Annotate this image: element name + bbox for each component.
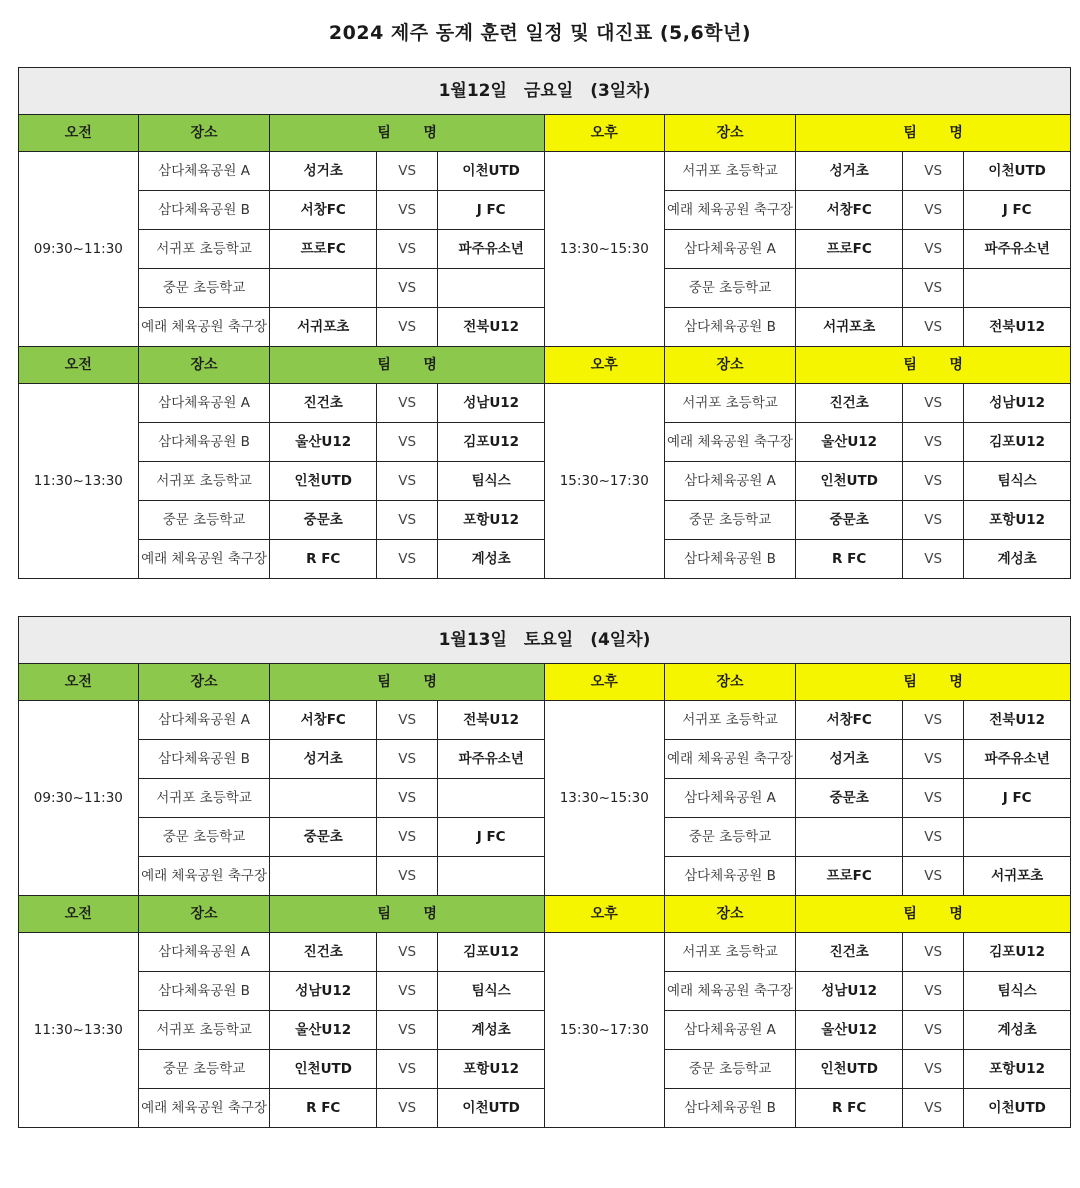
match-row xyxy=(19,933,1071,972)
vs-label: VS xyxy=(902,308,963,347)
pm-team-header xyxy=(796,115,1071,152)
column-header-row xyxy=(19,115,1071,152)
away-team-cell: 성남U12 xyxy=(964,384,1071,423)
day-title-row xyxy=(19,68,1071,115)
away-team-cell: 김포U12 xyxy=(438,423,545,462)
venue-cell: 예래 체육공원 축구장 xyxy=(664,972,796,1011)
away-team-cell: J FC xyxy=(964,779,1071,818)
am-team-header xyxy=(270,347,545,384)
home-team-cell: 인천UTD xyxy=(270,1050,377,1089)
away-team-cell: 성남U12 xyxy=(438,384,545,423)
home-team-cell: 진건초 xyxy=(270,384,377,423)
vs-label: VS xyxy=(377,230,438,269)
vs-label: VS xyxy=(902,779,963,818)
away-team-cell: 이천UTD xyxy=(438,1089,545,1128)
venue-cell: 중문 초등학교 xyxy=(664,501,796,540)
home-team-cell xyxy=(796,818,903,857)
home-team-cell: 성거초 xyxy=(796,152,903,191)
away-team-cell: 포항U12 xyxy=(964,1050,1071,1089)
vs-label: VS xyxy=(377,972,438,1011)
venue-cell: 중문 초등학교 xyxy=(664,818,796,857)
pm-time-slot: 15:30~17:30 xyxy=(544,384,664,579)
vs-label: VS xyxy=(377,423,438,462)
away-team-cell: J FC xyxy=(438,818,545,857)
venue-cell: 삼다체육공원 A xyxy=(664,1011,796,1050)
pm-time-header: 오후 xyxy=(544,347,664,384)
vs-label: VS xyxy=(377,501,438,540)
away-team-cell: 팀식스 xyxy=(964,972,1071,1011)
team-header-char: 명 xyxy=(949,673,963,690)
venue-cell: 삼다체육공원 A xyxy=(138,384,270,423)
vs-label: VS xyxy=(902,740,963,779)
am-time-header: 오전 xyxy=(19,115,139,152)
day-schedule-table xyxy=(18,67,1071,579)
away-team-cell xyxy=(964,818,1071,857)
pm-venue-header: 장소 xyxy=(664,115,796,152)
pm-venue-header: 장소 xyxy=(664,896,796,933)
home-team-cell: 울산U12 xyxy=(796,423,903,462)
home-team-cell: 서귀포초 xyxy=(270,308,377,347)
vs-label: VS xyxy=(902,423,963,462)
vs-label: VS xyxy=(377,191,438,230)
venue-cell: 중문 초등학교 xyxy=(138,269,270,308)
vs-label: VS xyxy=(377,933,438,972)
match-row xyxy=(19,701,1071,740)
match-row xyxy=(19,152,1071,191)
vs-label: VS xyxy=(902,191,963,230)
home-team-cell: 중문초 xyxy=(270,818,377,857)
home-team-cell: 인천UTD xyxy=(796,1050,903,1089)
venue-cell: 삼다체육공원 B xyxy=(664,1089,796,1128)
away-team-cell: J FC xyxy=(438,191,545,230)
team-header-char: 명 xyxy=(423,356,437,373)
home-team-cell: 중문초 xyxy=(796,501,903,540)
vs-label: VS xyxy=(377,540,438,579)
away-team-cell xyxy=(964,269,1071,308)
away-team-cell: 이천UTD xyxy=(964,1089,1071,1128)
away-team-cell xyxy=(438,779,545,818)
pm-time-slot: 13:30~15:30 xyxy=(544,152,664,347)
am-venue-header: 장소 xyxy=(138,896,270,933)
home-team-cell xyxy=(270,779,377,818)
venue-cell: 예래 체육공원 축구장 xyxy=(664,740,796,779)
am-time-header: 오전 xyxy=(19,347,139,384)
vs-label: VS xyxy=(902,1011,963,1050)
away-team-cell: 포항U12 xyxy=(964,501,1071,540)
vs-label: VS xyxy=(377,857,438,896)
vs-label: VS xyxy=(902,269,963,308)
home-team-cell: 프로FC xyxy=(796,857,903,896)
pm-venue-header: 장소 xyxy=(664,347,796,384)
home-team-cell: 중문초 xyxy=(270,501,377,540)
venue-cell: 중문 초등학교 xyxy=(664,1050,796,1089)
am-time-slot: 11:30~13:30 xyxy=(19,384,139,579)
team-header-char: 명 xyxy=(949,124,963,141)
team-header-char: 명 xyxy=(949,905,963,922)
am-time-slot: 09:30~11:30 xyxy=(19,701,139,896)
venue-cell: 삼다체육공원 A xyxy=(138,152,270,191)
away-team-cell: 김포U12 xyxy=(438,933,545,972)
venue-cell: 중문 초등학교 xyxy=(664,269,796,308)
vs-label: VS xyxy=(902,152,963,191)
home-team-cell: 중문초 xyxy=(796,779,903,818)
venue-cell: 중문 초등학교 xyxy=(138,1050,270,1089)
venue-cell: 예래 체육공원 축구장 xyxy=(664,423,796,462)
home-team-cell xyxy=(270,269,377,308)
venue-cell: 중문 초등학교 xyxy=(138,501,270,540)
venue-cell: 삼다체육공원 A xyxy=(664,230,796,269)
column-header-row xyxy=(19,664,1071,701)
team-header-char: 팀 xyxy=(903,673,917,690)
home-team-cell: 서창FC xyxy=(270,191,377,230)
venue-cell: 삼다체육공원 A xyxy=(664,779,796,818)
pm-time-slot: 13:30~15:30 xyxy=(544,701,664,896)
venue-cell: 서귀포 초등학교 xyxy=(664,152,796,191)
vs-label: VS xyxy=(377,701,438,740)
venue-cell: 서귀포 초등학교 xyxy=(664,384,796,423)
vs-label: VS xyxy=(902,501,963,540)
home-team-cell: 성거초 xyxy=(796,740,903,779)
vs-label: VS xyxy=(902,972,963,1011)
away-team-cell: 전북U12 xyxy=(964,701,1071,740)
team-header-char: 팀 xyxy=(377,356,391,373)
vs-label: VS xyxy=(377,1089,438,1128)
home-team-cell xyxy=(270,857,377,896)
team-header-char: 팀 xyxy=(377,673,391,690)
home-team-cell: 성남U12 xyxy=(796,972,903,1011)
venue-cell: 삼다체육공원 B xyxy=(664,540,796,579)
away-team-cell: 계성초 xyxy=(964,1011,1071,1050)
team-header-char: 명 xyxy=(949,356,963,373)
page-title: 2024 제주 동계 훈련 일정 및 대진표 (5,6학년) xyxy=(328,22,752,44)
home-team-cell: 서귀포초 xyxy=(796,308,903,347)
team-header-char: 팀 xyxy=(377,124,391,141)
vs-label: VS xyxy=(902,384,963,423)
day-title: 1월12일 금요일 (3일차) xyxy=(19,68,1071,115)
away-team-cell: 팀식스 xyxy=(964,462,1071,501)
home-team-cell: R FC xyxy=(796,540,903,579)
away-team-cell: 계성초 xyxy=(438,1011,545,1050)
away-team-cell: 전북U12 xyxy=(438,308,545,347)
away-team-cell: 포항U12 xyxy=(438,501,545,540)
home-team-cell: 성거초 xyxy=(270,740,377,779)
venue-cell: 삼다체육공원 A xyxy=(138,701,270,740)
away-team-cell: 이천UTD xyxy=(964,152,1071,191)
away-team-cell: 계성초 xyxy=(438,540,545,579)
venue-cell: 중문 초등학교 xyxy=(138,818,270,857)
home-team-cell: 진건초 xyxy=(270,933,377,972)
home-team-cell: 프로FC xyxy=(796,230,903,269)
vs-label: VS xyxy=(377,269,438,308)
away-team-cell: 전북U12 xyxy=(964,308,1071,347)
venue-cell: 삼다체육공원 B xyxy=(138,423,270,462)
away-team-cell: 계성초 xyxy=(964,540,1071,579)
vs-label: VS xyxy=(902,462,963,501)
day-title-row xyxy=(19,617,1071,664)
away-team-cell xyxy=(438,269,545,308)
venue-cell: 삼다체육공원 B xyxy=(664,857,796,896)
away-team-cell: 서귀포초 xyxy=(964,857,1071,896)
away-team-cell: 파주유소년 xyxy=(438,230,545,269)
pm-team-header xyxy=(796,896,1071,933)
venue-cell: 삼다체육공원 B xyxy=(138,191,270,230)
vs-label: VS xyxy=(377,308,438,347)
vs-label: VS xyxy=(902,818,963,857)
home-team-cell: R FC xyxy=(796,1089,903,1128)
pm-time-header: 오후 xyxy=(544,664,664,701)
venue-cell: 서귀포 초등학교 xyxy=(138,779,270,818)
away-team-cell: 파주유소년 xyxy=(964,740,1071,779)
vs-label: VS xyxy=(902,857,963,896)
am-time-slot: 11:30~13:30 xyxy=(19,933,139,1128)
away-team-cell: 파주유소년 xyxy=(438,740,545,779)
venue-cell: 삼다체육공원 B xyxy=(664,308,796,347)
vs-label: VS xyxy=(377,779,438,818)
home-team-cell: 진건초 xyxy=(796,384,903,423)
home-team-cell: 인천UTD xyxy=(796,462,903,501)
venue-cell: 삼다체육공원 A xyxy=(138,933,270,972)
pm-team-header xyxy=(796,347,1071,384)
away-team-cell: 파주유소년 xyxy=(964,230,1071,269)
home-team-cell: 울산U12 xyxy=(270,1011,377,1050)
day-schedule-table xyxy=(18,616,1071,1128)
am-venue-header: 장소 xyxy=(138,347,270,384)
am-team-header xyxy=(270,896,545,933)
home-team-cell: 울산U12 xyxy=(796,1011,903,1050)
venue-cell: 서귀포 초등학교 xyxy=(664,933,796,972)
home-team-cell: R FC xyxy=(270,540,377,579)
pm-time-slot: 15:30~17:30 xyxy=(544,933,664,1128)
team-header-char: 팀 xyxy=(903,356,917,373)
away-team-cell: 김포U12 xyxy=(964,423,1071,462)
vs-label: VS xyxy=(377,152,438,191)
away-team-cell: 이천UTD xyxy=(438,152,545,191)
vs-label: VS xyxy=(902,701,963,740)
vs-label: VS xyxy=(902,230,963,269)
away-team-cell xyxy=(438,857,545,896)
home-team-cell: 진건초 xyxy=(796,933,903,972)
venue-cell: 예래 체육공원 축구장 xyxy=(664,191,796,230)
vs-label: VS xyxy=(377,462,438,501)
column-header-row xyxy=(19,347,1071,384)
home-team-cell xyxy=(796,269,903,308)
home-team-cell: 서창FC xyxy=(270,701,377,740)
venue-cell: 삼다체육공원 B xyxy=(138,740,270,779)
day-title: 1월13일 토요일 (4일차) xyxy=(19,617,1071,664)
am-time-header: 오전 xyxy=(19,664,139,701)
venue-cell: 예래 체육공원 축구장 xyxy=(138,1089,270,1128)
venue-cell: 예래 체육공원 축구장 xyxy=(138,308,270,347)
home-team-cell: 서창FC xyxy=(796,191,903,230)
home-team-cell: 인천UTD xyxy=(270,462,377,501)
home-team-cell: R FC xyxy=(270,1089,377,1128)
away-team-cell: 포항U12 xyxy=(438,1050,545,1089)
vs-label: VS xyxy=(377,818,438,857)
team-header-char: 명 xyxy=(423,673,437,690)
home-team-cell: 프로FC xyxy=(270,230,377,269)
vs-label: VS xyxy=(377,1011,438,1050)
vs-label: VS xyxy=(902,540,963,579)
vs-label: VS xyxy=(377,740,438,779)
venue-cell: 서귀포 초등학교 xyxy=(138,462,270,501)
vs-label: VS xyxy=(902,933,963,972)
away-team-cell: 전북U12 xyxy=(438,701,545,740)
am-team-header xyxy=(270,664,545,701)
am-venue-header: 장소 xyxy=(138,664,270,701)
venue-cell: 예래 체육공원 축구장 xyxy=(138,857,270,896)
home-team-cell: 서창FC xyxy=(796,701,903,740)
pm-time-header: 오후 xyxy=(544,896,664,933)
away-team-cell: 팀식스 xyxy=(438,972,545,1011)
venue-cell: 삼다체육공원 B xyxy=(138,972,270,1011)
vs-label: VS xyxy=(377,1050,438,1089)
column-header-row xyxy=(19,896,1071,933)
am-time-slot: 09:30~11:30 xyxy=(19,152,139,347)
am-team-header xyxy=(270,115,545,152)
team-header-char: 팀 xyxy=(903,905,917,922)
venue-cell: 서귀포 초등학교 xyxy=(138,1011,270,1050)
team-header-char: 명 xyxy=(423,905,437,922)
team-header-char: 팀 xyxy=(377,905,391,922)
pm-team-header xyxy=(796,664,1071,701)
am-time-header: 오전 xyxy=(19,896,139,933)
team-header-char: 명 xyxy=(423,124,437,141)
venue-cell: 서귀포 초등학교 xyxy=(664,701,796,740)
venue-cell: 삼다체육공원 A xyxy=(664,462,796,501)
team-header-char: 팀 xyxy=(903,124,917,141)
home-team-cell: 울산U12 xyxy=(270,423,377,462)
home-team-cell: 성남U12 xyxy=(270,972,377,1011)
away-team-cell: J FC xyxy=(964,191,1071,230)
vs-label: VS xyxy=(377,384,438,423)
vs-label: VS xyxy=(902,1050,963,1089)
vs-label: VS xyxy=(902,1089,963,1128)
am-venue-header: 장소 xyxy=(138,115,270,152)
match-row xyxy=(19,384,1071,423)
home-team-cell: 성거초 xyxy=(270,152,377,191)
away-team-cell: 김포U12 xyxy=(964,933,1071,972)
pm-venue-header: 장소 xyxy=(664,664,796,701)
venue-cell: 예래 체육공원 축구장 xyxy=(138,540,270,579)
venue-cell: 서귀포 초등학교 xyxy=(138,230,270,269)
away-team-cell: 팀식스 xyxy=(438,462,545,501)
pm-time-header: 오후 xyxy=(544,115,664,152)
